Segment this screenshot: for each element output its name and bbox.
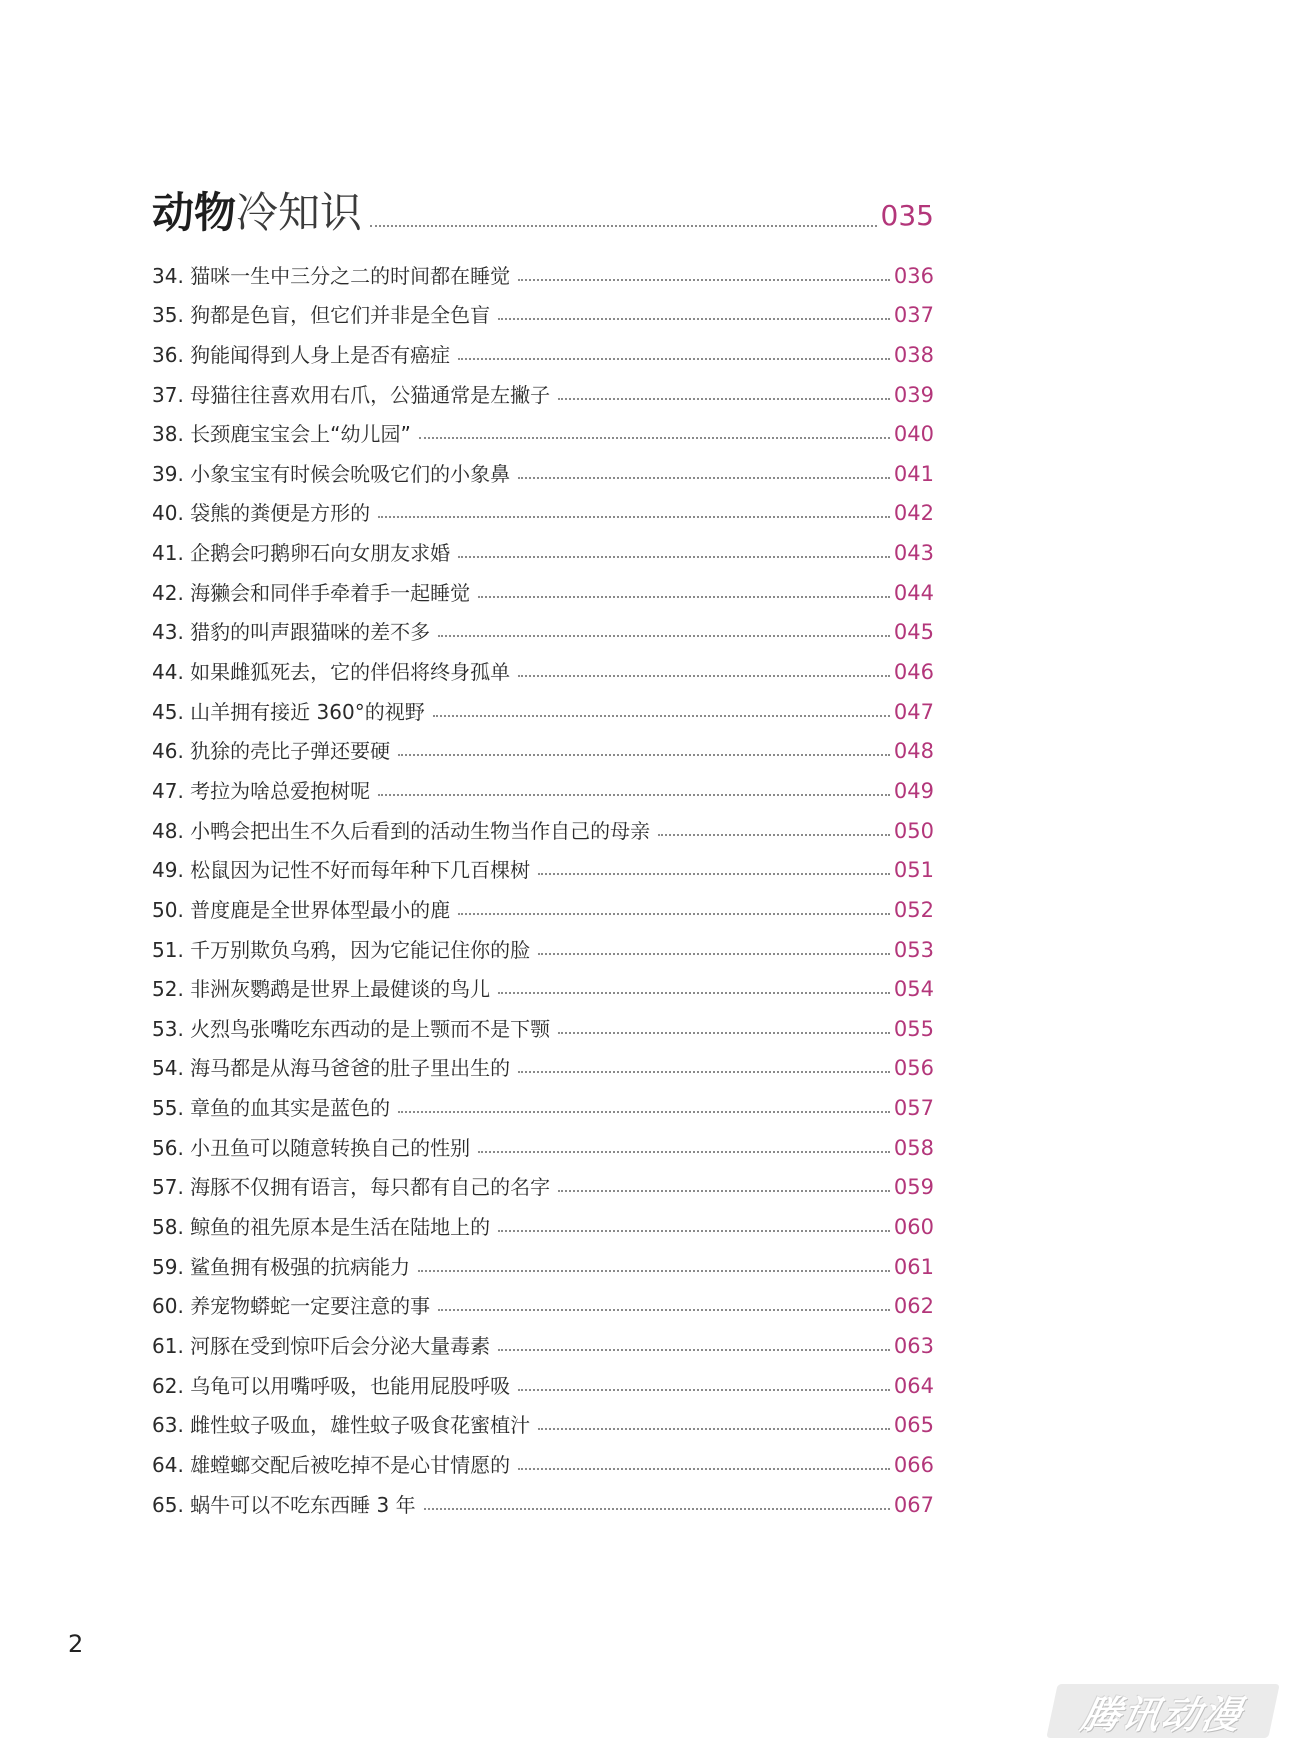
entry-page-number: 060 [893,1215,934,1240]
entry-page-number: 036 [893,263,934,288]
toc-entry[interactable] [152,289,934,329]
dot-leader [458,358,890,360]
entry-title: 38. 长颈鹿宝宝会上“幼儿园” [152,422,411,447]
dot-leader [498,318,890,320]
entry-page-number: 054 [893,977,934,1002]
dot-leader [398,1111,890,1113]
dot-leader [518,1468,890,1470]
dot-leader [518,675,890,677]
entry-page-number: 043 [893,541,934,566]
dot-leader [538,953,890,955]
dot-leader [538,873,890,875]
toc-entry[interactable] [152,1161,934,1201]
entry-page-number: 039 [893,382,934,407]
entry-title: 46. 犰狳的壳比子弹还要硬 [152,739,391,764]
entry-title: 45. 山羊拥有接近 360°的视野 [152,699,425,724]
entry-page-number: 042 [893,501,934,526]
entry-title: 57. 海豚不仅拥有语言，每只都有自己的名字 [152,1175,551,1200]
entry-title: 42. 海獭会和同伴手牵着手一起睡觉 [152,580,471,605]
section-title [152,189,362,237]
entry-title: 60. 养宠物蟒蛇一定要注意的事 [152,1294,431,1319]
toc-entry[interactable] [152,526,934,566]
entry-page-number: 052 [893,897,934,922]
entry-title: 47. 考拉为啥总爱抱树呢 [152,778,371,803]
entry-page-number: 049 [893,778,934,803]
dot-leader [538,1428,890,1430]
entry-page-number: 057 [893,1096,934,1121]
entry-page-number: 050 [893,818,934,843]
dot-leader [498,1230,890,1232]
dot-leader [378,794,890,796]
toc-entry[interactable] [152,606,934,646]
toc-entry[interactable] [152,1478,934,1518]
watermark-logo: 腾讯动漫 [1046,1684,1279,1738]
entry-page-number: 047 [893,699,934,724]
toc-entry[interactable] [152,487,934,527]
entry-page-number: 045 [893,620,934,645]
entry-page-number: 067 [893,1492,934,1517]
toc-entry[interactable] [152,1002,934,1042]
dot-leader [458,556,890,558]
table-of-contents [152,175,934,1518]
entry-title: 54. 海马都是从海马爸爸的肚子里出生的 [152,1056,511,1081]
entry-page-number: 044 [893,580,934,605]
dot-leader [370,225,877,227]
entry-page-number: 046 [893,660,934,685]
entry-page-number: 041 [893,461,934,486]
entry-title: 64. 雄螳螂交配后被吃掉不是心甘情愿的 [152,1452,511,1477]
entry-page-number: 062 [893,1294,934,1319]
entry-title: 63. 雌性蚊子吸血，雄性蚊子吸食花蜜植汁 [152,1413,531,1438]
toc-entry[interactable] [152,1081,934,1121]
toc-entry[interactable] [152,249,934,289]
entry-title: 50. 普度鹿是全世界体型最小的鹿 [152,897,451,922]
entry-title: 35. 狗都是色盲，但它们并非是全色盲 [152,303,491,328]
dot-leader [438,635,890,637]
entry-title: 51. 千万别欺负乌鸦，因为它能记住你的脸 [152,937,531,962]
entry-title: 59. 鲨鱼拥有极强的抗病能力 [152,1254,411,1279]
dot-leader [378,516,890,518]
toc-entry[interactable] [152,408,934,448]
toc-entry[interactable] [152,566,934,606]
toc-entry[interactable] [152,1042,934,1082]
entry-page-number: 037 [893,303,934,328]
entry-title: 36. 狗能闻得到人身上是否有癌症 [152,342,451,367]
entry-page-number: 064 [893,1373,934,1398]
toc-entry[interactable] [152,1280,934,1320]
toc-entry[interactable] [152,1359,934,1399]
dot-leader [478,596,890,598]
dot-leader [558,1032,890,1034]
entry-page-number: 038 [893,342,934,367]
entry-title: 48. 小鸭会把出生不久后看到的活动生物当作自己的母亲 [152,818,651,843]
dot-leader [498,992,890,994]
entry-page-number: 040 [893,422,934,447]
entry-title: 55. 章鱼的血其实是蓝色的 [152,1096,391,1121]
entry-title: 61. 河豚在受到惊吓后会分泌大量毒素 [152,1333,491,1358]
toc-entry[interactable] [152,1200,934,1240]
dot-leader [418,1270,890,1272]
entry-title: 49. 松鼠因为记性不好而每年种下几百棵树 [152,858,531,883]
entry-title: 65. 蜗牛可以不吃东西睡 3 年 [152,1492,416,1517]
entry-page-number: 063 [893,1333,934,1358]
entry-title: 41. 企鹅会叼鹅卵石向女朋友求婚 [152,541,451,566]
entry-page-number: 056 [893,1056,934,1081]
dot-leader [438,1309,890,1311]
toc-entry[interactable] [152,1399,934,1439]
entry-page-number: 048 [893,739,934,764]
entry-title: 52. 非洲灰鹦鹉是世界上最健谈的鸟儿 [152,977,491,1002]
entry-title: 58. 鲸鱼的祖先原本是生活在陆地上的 [152,1215,491,1240]
toc-entry[interactable] [152,685,934,725]
dot-leader [498,1349,890,1351]
entry-page-number: 065 [893,1413,934,1438]
section-header [152,175,934,237]
dot-leader [518,1389,890,1391]
toc-entry[interactable] [152,764,934,804]
entry-page-number: 051 [893,858,934,883]
toc-entry[interactable] [152,447,934,487]
toc-entry[interactable] [152,1121,934,1161]
entry-page-number: 059 [893,1175,934,1200]
dot-leader [398,754,890,756]
entry-page-number: 055 [893,1016,934,1041]
entry-title: 34. 猫咪一生中三分之二的时间都在睡觉 [152,263,511,288]
dot-leader [518,477,890,479]
entry-page-number: 066 [893,1452,934,1477]
toc-entry[interactable] [152,844,934,884]
section-page-number: 035 [880,199,934,232]
dot-leader [419,437,890,439]
dot-leader [424,1508,890,1510]
section-title-bold: 动物 [152,188,237,237]
entry-title: 37. 母猫往往喜欢用右爪，公猫通常是左撇子 [152,382,551,407]
dot-leader [458,913,890,915]
entry-title: 40. 袋熊的粪便是方形的 [152,501,371,526]
dot-leader [518,1071,890,1073]
dot-leader [558,1190,890,1192]
toc-entry[interactable] [152,328,934,368]
toc-entry[interactable] [152,1438,934,1478]
dot-leader [558,398,890,400]
entry-title: 62. 乌龟可以用嘴呼吸，也能用屁股呼吸 [152,1373,511,1398]
entry-title: 39. 小象宝宝有时候会吮吸它们的小象鼻 [152,461,511,486]
entry-page-number: 061 [893,1254,934,1279]
entry-list [152,249,934,1518]
entry-page-number: 058 [893,1135,934,1160]
dot-leader [658,834,890,836]
toc-entry[interactable] [152,368,934,408]
toc-entry[interactable] [152,725,934,765]
toc-entry[interactable] [152,883,934,923]
entry-page-number: 053 [893,937,934,962]
toc-entry[interactable] [152,923,934,963]
dot-leader [433,715,890,717]
toc-entry[interactable] [152,1240,934,1280]
dot-leader [518,279,890,281]
toc-entry[interactable] [152,804,934,844]
section-title-light: 冷知识 [236,188,363,237]
entry-title: 56. 小丑鱼可以随意转换自己的性别 [152,1135,471,1160]
toc-entry[interactable] [152,963,934,1003]
dot-leader [478,1151,890,1153]
entry-title: 53. 火烈鸟张嘴吃东西动的是上颚而不是下颚 [152,1016,551,1041]
toc-entry[interactable] [152,1319,934,1359]
entry-title: 44. 如果雌狐死去，它的伴侣将终身孤单 [152,660,511,685]
page-number: 2 [68,1630,84,1658]
toc-entry[interactable] [152,645,934,685]
entry-title: 43. 猎豹的叫声跟猫咪的差不多 [152,620,431,645]
